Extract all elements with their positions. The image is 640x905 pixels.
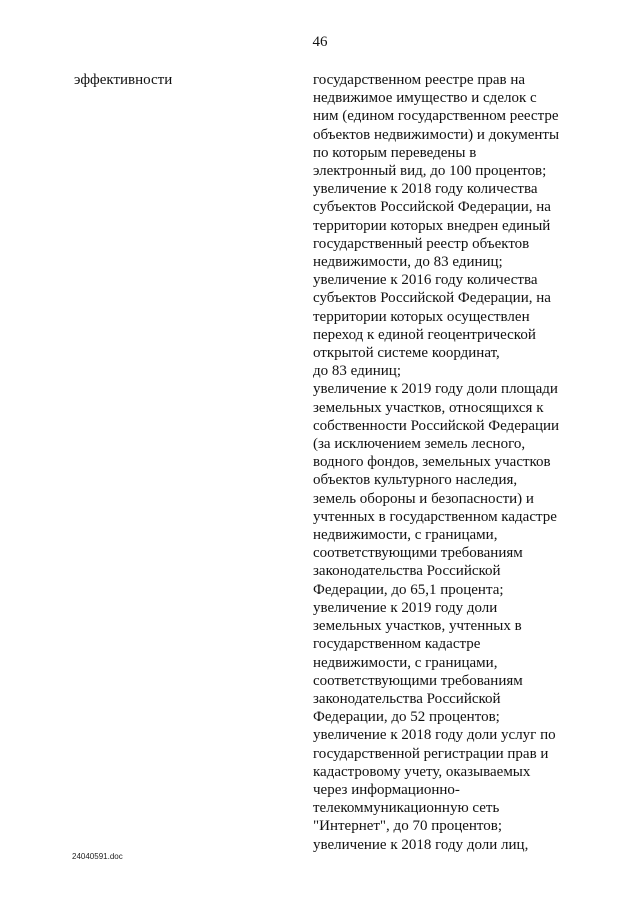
- text-line: соответствующими требованиям: [313, 672, 523, 689]
- right-column-text: [313, 71, 573, 854]
- text-line: земельных участков, относящихся к: [313, 399, 544, 416]
- text-line: государственном реестре прав на: [313, 72, 526, 88]
- text-line: "Интернет", до 70 процентов;: [313, 818, 503, 835]
- text-line: увеличение к 2019 году доли площади: [313, 381, 558, 398]
- text-line: законодательства Российской: [313, 563, 501, 580]
- text-line: недвижимости, до 83 единиц;: [313, 254, 503, 271]
- text-line: объектов культурного наследия,: [313, 472, 518, 489]
- text-line: увеличение к 2018 году доли услуг по: [313, 727, 556, 744]
- text-line: законодательства Российской: [313, 690, 501, 707]
- text-line: Федерации, до 52 процентов;: [313, 709, 500, 726]
- text-line: государственный реестр объектов: [313, 235, 530, 252]
- text-line: телекоммуникационную сеть: [313, 800, 500, 817]
- text-line: недвижимости, с границами,: [313, 654, 498, 671]
- text-line: водного фондов, земельных участков: [313, 454, 551, 471]
- text-line: кадастровому учету, оказываемых: [313, 763, 531, 780]
- text-line: электронный вид, до 100 процентов;: [313, 163, 547, 180]
- text-line: учтенных в государственном кадастре: [313, 508, 557, 525]
- text-line: объектов недвижимости) и документы: [313, 126, 560, 143]
- text-line: земельных участков, учтенных в: [313, 618, 522, 635]
- text-line: по которым переведены в: [313, 144, 477, 161]
- text-line: Федерации, до 65,1 процента;: [313, 581, 504, 598]
- text-line: земель обороны и безопасности) и: [313, 490, 534, 507]
- text-line: субъектов Российской Федерации, на: [313, 199, 551, 216]
- text-line: переход к единой геоцентрической: [313, 326, 536, 343]
- text-line: ним (едином государственном реестре: [313, 108, 559, 125]
- text-line: недвижимости, с границами,: [313, 527, 498, 544]
- text-line: увеличение к 2019 году доли: [313, 599, 498, 616]
- page-number: 46: [312, 34, 328, 50]
- text-line: субъектов Российской Федерации, на: [313, 290, 551, 307]
- text-line: недвижимое имущество и сделок с: [313, 90, 537, 107]
- text-line: через информационно-: [313, 781, 460, 798]
- text-line: государственной регистрации прав и: [313, 745, 549, 762]
- text-line: (за исключением земель лесного,: [313, 436, 526, 453]
- text-line: увеличение к 2016 году количества: [313, 272, 538, 289]
- text-line: собственности Российской Федерации: [313, 417, 560, 434]
- footer-filename: 24040591.doc: [72, 852, 123, 861]
- text-line: до 83 единиц;: [313, 363, 402, 380]
- text-line: соответствующими требованиям: [313, 545, 523, 562]
- text-line: территории которых осуществлен: [313, 308, 530, 325]
- left-column-label: эффективности: [74, 72, 173, 88]
- text-line: увеличение к 2018 году доли лиц,: [313, 836, 529, 853]
- text-line: увеличение к 2018 году количества: [313, 181, 538, 198]
- text-line: территории которых внедрен единый: [313, 217, 551, 234]
- text-line: государственном кадастре: [313, 636, 481, 653]
- text-line: открытой системе координат,: [313, 345, 500, 362]
